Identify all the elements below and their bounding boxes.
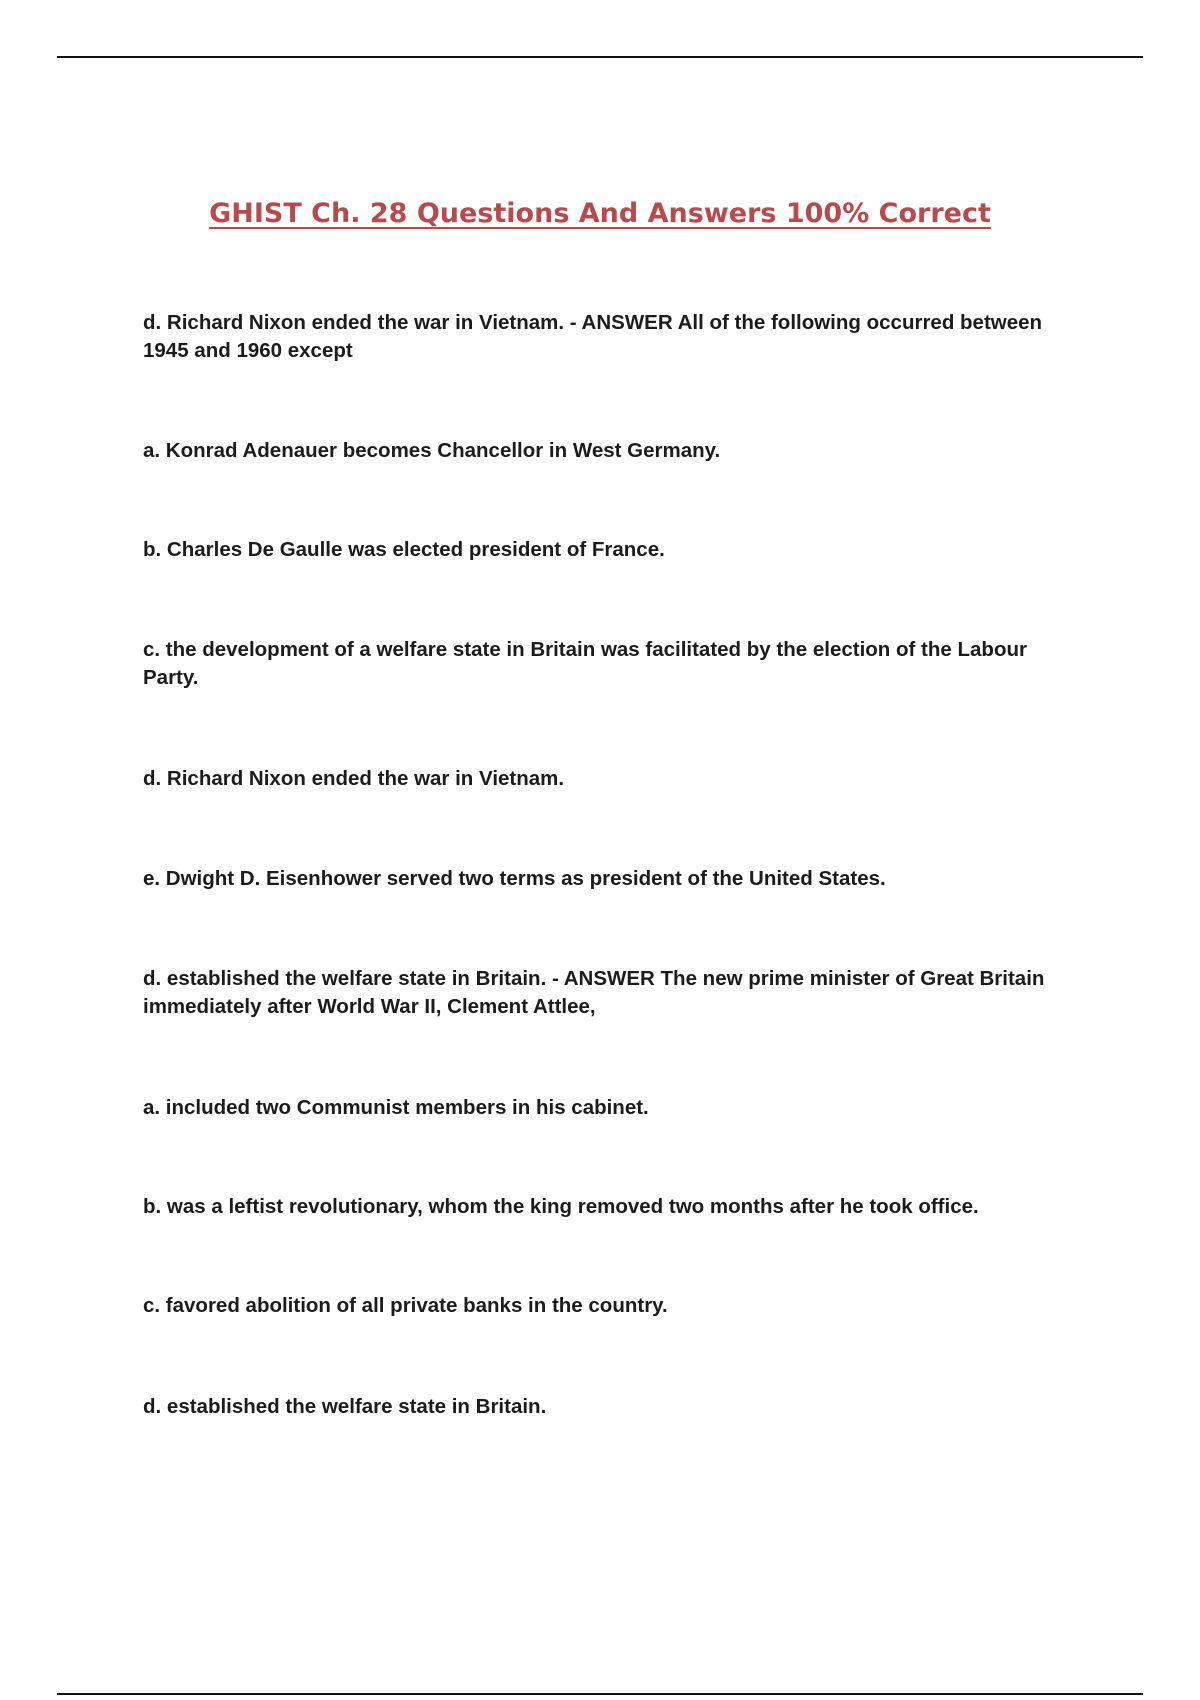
option-a-2: a. included two Communist members in his cabinet. (143, 1096, 649, 1119)
document-title: GHIST Ch. 28 Questions And Answers 100% Correct (209, 198, 991, 229)
option-d-1: d. Richard Nixon ended the war in Vietnam. (143, 767, 565, 790)
footer-rule (57, 1693, 1143, 1695)
option-b-1: b. Charles De Gaulle was elected president of France. (143, 538, 665, 561)
option-b-2: b. was a leftist revolutionary, whom the king removed two months after he took office. (143, 1195, 979, 1218)
question-answer-2: d. established the welfare state in Britain. - ANSWER The new prime minister of Great Britain immediately after World War II, Clement Attlee, (143, 967, 1045, 1018)
option-a-1: a. Konrad Adenauer becomes Chancellor in West Germany. (143, 439, 721, 462)
option-d-2: d. established the welfare state in Britain. (143, 1395, 547, 1418)
option-c-2: c. favored abolition of all private banks in the country. (143, 1294, 668, 1317)
option-c-1: c. the development of a welfare state in Britain was facilitated by the election of the Labour Party. (143, 638, 1027, 689)
option-e-1: e. Dwight D. Eisenhower served two terms as president of the United States. (143, 867, 886, 890)
question-answer-1: d. Richard Nixon ended the war in Vietnam. - ANSWER All of the following occurred between 1945 and 1960 except (143, 311, 1043, 362)
header-rule (57, 56, 1143, 58)
